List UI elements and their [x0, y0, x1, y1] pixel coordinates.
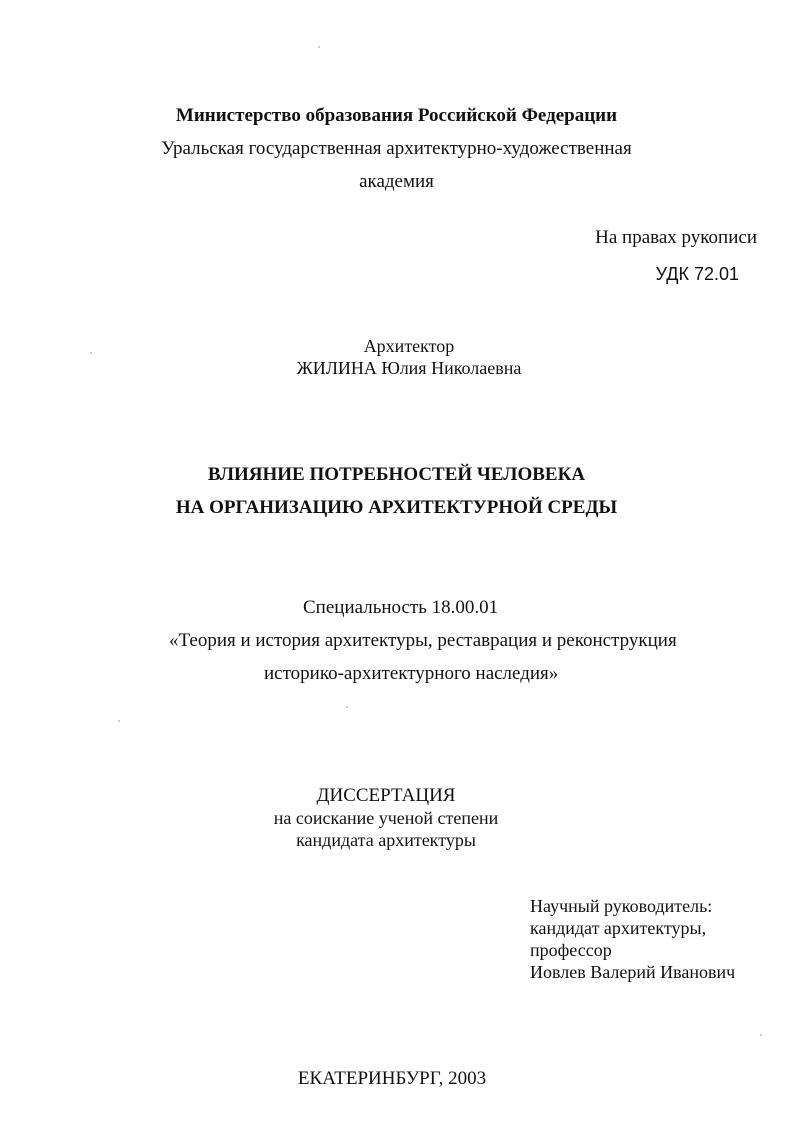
scan-speck	[118, 720, 120, 722]
supervisor-rank: профессор	[530, 940, 612, 960]
supervisor-degree: кандидат архитектуры,	[530, 918, 707, 938]
scan-speck	[90, 352, 92, 354]
scan-speck	[318, 46, 320, 48]
author-name: ЖИЛИНА Юлия Николаевна	[296, 358, 522, 378]
academy-name-line1: Уральская государственная архитектурно-художественная	[161, 138, 632, 159]
manuscript-rights: На правах рукописи	[595, 227, 757, 248]
city-year: ЕКАТЕРИНБУРГ, 2003	[297, 1068, 487, 1089]
degree-purpose-line1: на соискание ученой степени	[273, 808, 499, 828]
academy-name-line2: академия	[359, 171, 434, 192]
specialty-name-line1: «Теория и история архитектуры, реставрация и реконструкция	[169, 630, 677, 651]
supervisor-name: Иовлев Валерий Иванович	[530, 962, 736, 982]
author-role: Архитектор	[363, 336, 455, 356]
dissertation-title-line1: ВЛИЯНИЕ ПОТРЕБНОСТЕЙ ЧЕЛОВЕКА	[207, 464, 586, 485]
scan-speck	[346, 706, 348, 708]
udk-code: УДК 72.01	[655, 264, 739, 284]
specialty-code: Специальность 18.00.01	[303, 597, 499, 618]
specialty-name-line2: историко-архитектурного наследия»	[264, 663, 559, 684]
ministry-heading: Министерство образования Российской Федерации	[175, 105, 618, 126]
supervisor-label: Научный руководитель:	[530, 896, 713, 916]
scan-speck	[760, 1034, 762, 1036]
document-type: ДИССЕРТАЦИЯ	[316, 785, 456, 806]
degree-purpose-line2: кандидата архитектуры	[296, 830, 476, 850]
dissertation-title-line2: НА ОРГАНИЗАЦИЮ АРХИТЕКТУРНОЙ СРЕДЫ	[175, 497, 618, 518]
